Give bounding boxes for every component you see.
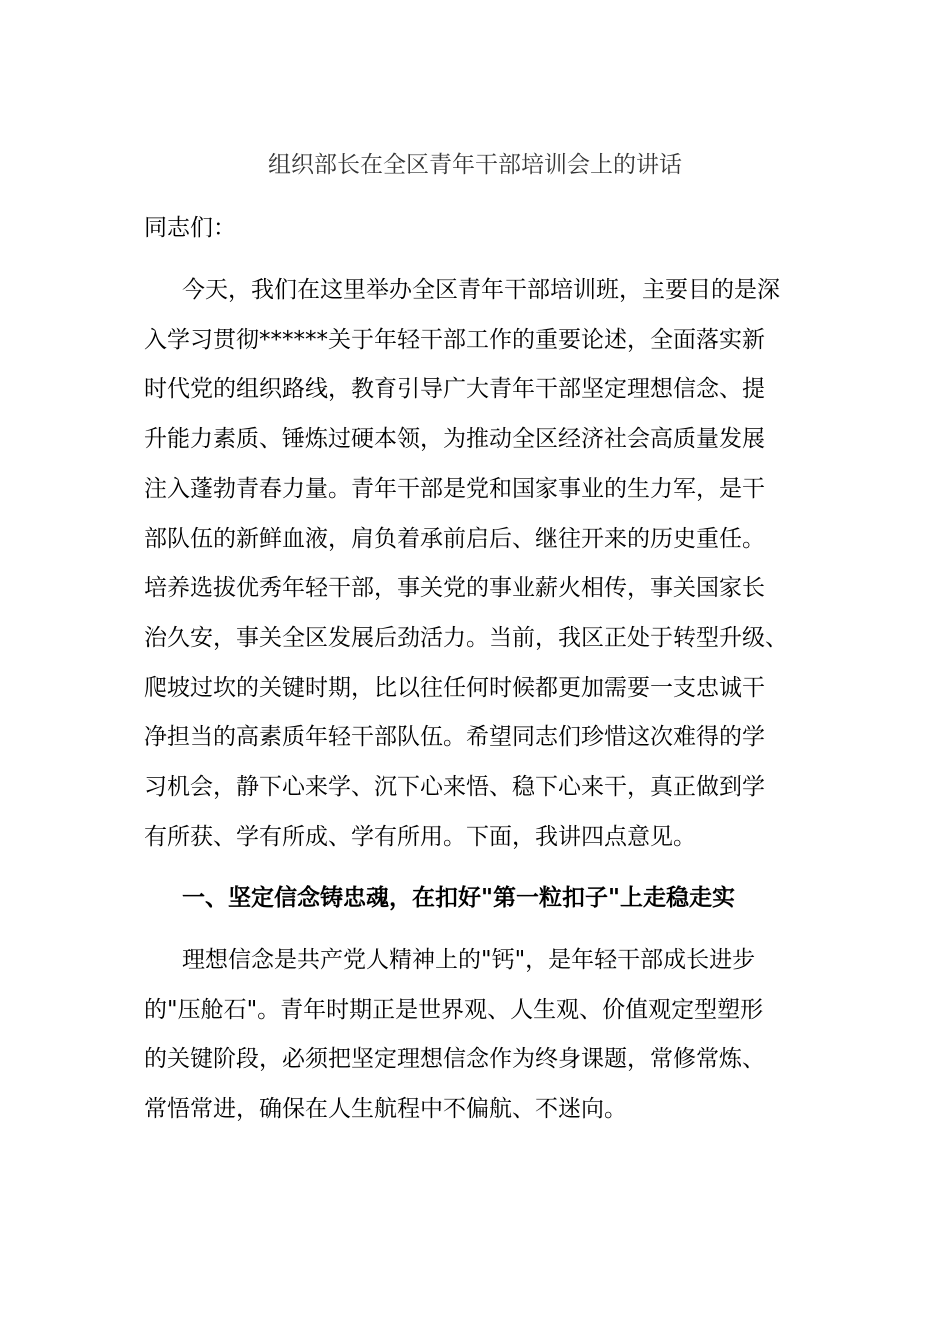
document-title: 组织部长在全区青年干部培训会上的讲话 (268, 152, 682, 178)
paragraph-line: 净担当的高素质年轻干部队伍。希望同志们珍惜这次难得的学 (144, 724, 765, 751)
paragraph-line: 的"压舱石"。青年时期正是世界观、人生观、价值观定型塑形 (144, 996, 764, 1023)
paragraph-line: 爬坡过坎的关键时期，比以往任何时候都更加需要一支忠诚干 (144, 674, 765, 701)
section-heading: 一、坚定信念铸忠魂，在扣好"第一粒扣子"上走稳走实 (182, 885, 735, 911)
paragraph-line: 升能力素质、锤炼过硬本领，为推动全区经济社会高质量发展 (144, 426, 765, 453)
paragraph-section1 (144, 936, 824, 1135)
paragraph-line: 理想信念是共产党人精神上的"钙"，是年轻干部成长进步 (182, 947, 756, 973)
paragraph-intro (144, 266, 824, 862)
paragraph-line: 今天，我们在这里举办全区青年干部培训班，主要目的是深 (182, 277, 780, 303)
paragraph-line: 治久安，事关全区发展后劲活力。当前，我区正处于转型升级、 (144, 624, 788, 651)
paragraph-line: 注入蓬勃青春力量。青年干部是党和国家事业的生力军，是干 (144, 475, 765, 502)
salutation: 同志们： (144, 215, 236, 241)
paragraph-line: 常悟常进，确保在人生航程中不偏航、不迷向。 (144, 1096, 627, 1123)
paragraph-line: 有所获、学有所成、学有所用。下面，我讲四点意见。 (144, 823, 696, 850)
paragraph-line: 的关键阶段，必须把坚定理想信念作为终身课题，常修常炼、 (144, 1046, 765, 1073)
paragraph-line: 时代党的组织路线，教育引导广大青年干部坚定理想信念、提 (144, 376, 765, 403)
paragraph-line: 入学习贯彻******关于年轻干部工作的重要论述，全面落实新 (144, 326, 765, 353)
paragraph-line: 培养选拔优秀年轻干部，事关党的事业薪火相传，事关国家长 (144, 575, 765, 602)
paragraph-line: 部队伍的新鲜血液，肩负着承前启后、继往开来的历史重任。 (144, 525, 765, 552)
paragraph-line: 习机会，静下心来学、沉下心来悟、稳下心来干，真正做到学 (144, 774, 765, 801)
